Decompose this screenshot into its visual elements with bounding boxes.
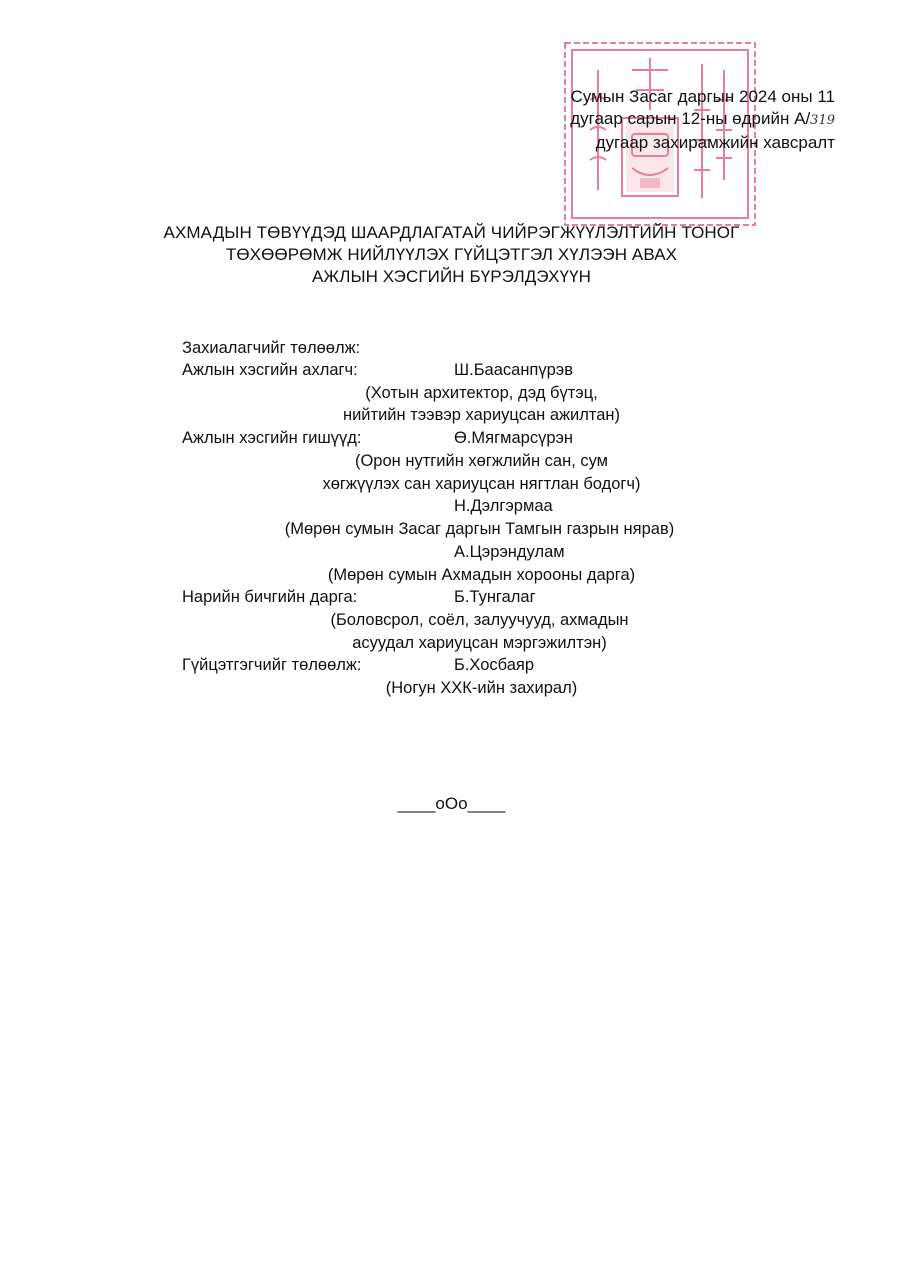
- members-label: Ажлын хэсгийн гишүүд:: [182, 429, 362, 447]
- member1-role-2: хөгжүүлэх сан хариуцсан нягтлан бодогч): [322, 475, 641, 493]
- member2-role: (Мөрөн сумын Засаг даргын Тамгын газрын нярав): [284, 520, 675, 538]
- contractor-label: Гүйцэтгэгчийг төлөөлж:: [182, 656, 362, 674]
- title-line-1: АХМАДЫН ТӨВҮҮДЭД ШААРДЛАГАТАЙ ЧИЙРЭГЖҮҮЛЭЛТИЙН ТОНОГ: [163, 223, 740, 242]
- contractor-name: Б.Хосбаяр: [454, 656, 535, 674]
- document-title: [0, 222, 903, 288]
- member1-role-1: (Орон нутгийн хөгжлийн сан, сум: [354, 452, 609, 470]
- order-number: 319: [810, 113, 835, 128]
- contractor-role: (Ногун ХХК-ийн захирал): [385, 679, 578, 697]
- annex-reference: [570, 86, 835, 154]
- member3-name: А.Цэрэндулам: [454, 543, 565, 561]
- leader-role-2: нийтийн тээвэр хариуцсан ажилтан): [342, 406, 621, 424]
- title-line-3: АЖЛЫН ХЭСГИЙН БҮРЭЛДЭХҮҮН: [311, 267, 592, 286]
- leader-role-1: (Хотын архитектор, дэд бүтэц,: [365, 384, 598, 402]
- secretary-role-2: асуудал хариуцсан мэргэжилтэн): [352, 634, 607, 652]
- annex-line-3: дугаар захирамжийн хавсралт: [595, 133, 835, 152]
- leader-name: Ш.Баасанпүрэв: [454, 361, 573, 379]
- member3-role: (Мөрөн сумын Ахмадын хорооны дарга): [327, 566, 636, 584]
- annex-line-1: Сумын Засаг даргын 2024 оны 11: [570, 87, 835, 106]
- client-label: Захиалагчийг төлөөлж:: [182, 339, 361, 357]
- secretary-role-1: (Боловсрол, соёл, залуучууд, ахмадын: [330, 611, 629, 629]
- annex-line-2-prefix: дугаар сарын 12-ны өдрийн А/: [570, 109, 811, 128]
- title-line-2: ТӨХӨӨРӨМЖ НИЙЛҮҮЛЭХ ГҮЙЦЭТГЭЛ ХҮЛЭЭН АВАХ: [225, 245, 678, 264]
- member2-name: Н.Дэлгэрмаа: [454, 497, 553, 515]
- end-separator: ____оОо____: [397, 794, 506, 813]
- member1-name: Ө.Мягмарсүрэн: [454, 429, 574, 447]
- secretary-name: Б.Тунгалаг: [454, 588, 536, 606]
- secretary-label: Нарийн бичгийн дарга:: [182, 588, 358, 606]
- annex-line-2: [570, 108, 835, 132]
- leader-label: Ажлын хэсгийн ахлагч:: [182, 361, 358, 379]
